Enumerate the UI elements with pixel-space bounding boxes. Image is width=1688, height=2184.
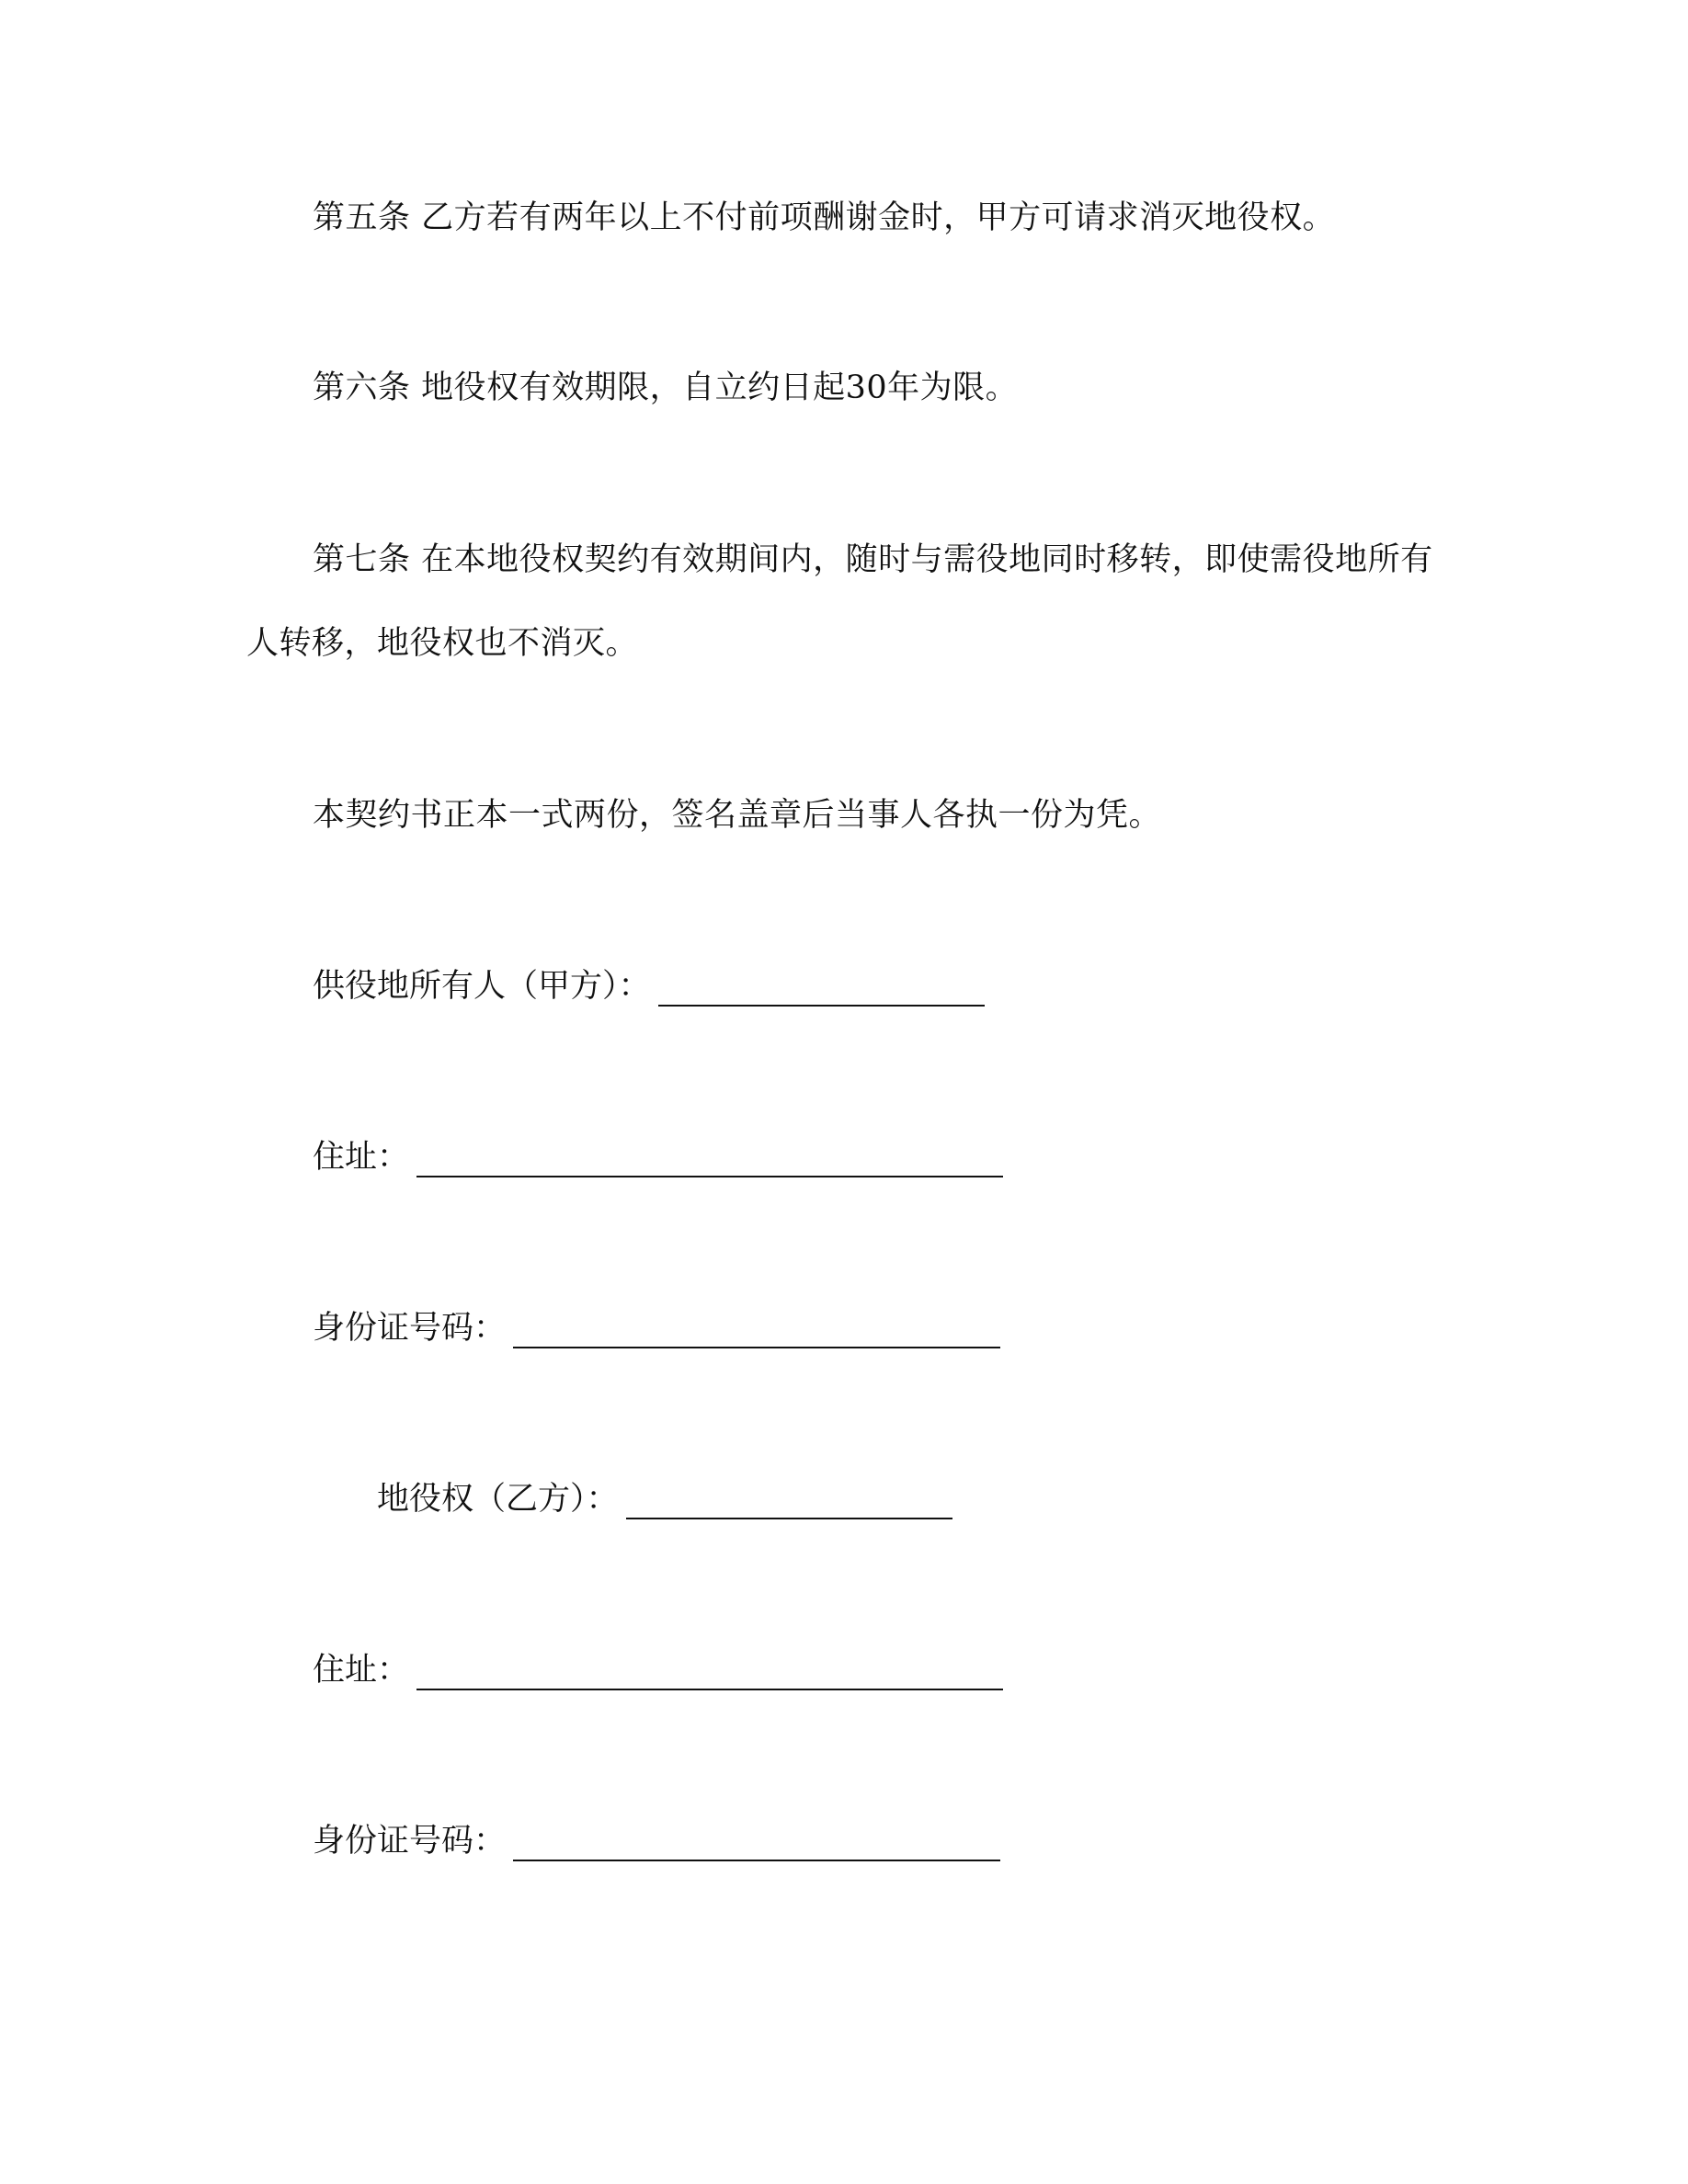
party-b-id-label: 身份证号码：: [313, 1823, 507, 1860]
party-a-id-blank[interactable]: [513, 1314, 1000, 1348]
party-a-address-field: [313, 1137, 1003, 1177]
party-b-owner-field: [377, 1479, 952, 1519]
party-b-address-field: [313, 1650, 1003, 1690]
party-a-owner-field: [313, 966, 985, 1007]
party-a-owner-blank[interactable]: [658, 972, 985, 1007]
article-7-line-2: 人转移，地役权也不消灭。: [246, 625, 639, 662]
party-b-address-label: 住址：: [313, 1652, 410, 1689]
party-a-address-label: 住址：: [313, 1139, 410, 1176]
article-7-line-1: 第七条 在本地役权契约有效期间内，随时与需役地同时移转，即使需役地所有: [313, 541, 1433, 578]
article-5: 第五条 乙方若有两年以上不付前项酬谢金时，甲方可请求消灭地役权。: [313, 199, 1336, 236]
party-a-owner-label: 供役地所有人（甲方）：: [313, 968, 651, 1005]
party-b-id-field: [313, 1821, 1000, 1861]
party-b-owner-blank[interactable]: [626, 1484, 952, 1519]
party-b-id-blank[interactable]: [513, 1826, 1000, 1861]
party-a-address-blank[interactable]: [416, 1143, 1003, 1177]
article-6: 第六条 地役权有效期限，自立约日起30年为限。: [313, 370, 1019, 406]
party-b-owner-label: 地役权（乙方）：: [377, 1481, 619, 1518]
party-a-id-label: 身份证号码：: [313, 1310, 507, 1347]
party-b-address-blank[interactable]: [416, 1655, 1003, 1690]
closing-statement: 本契约书正本一式两份，签名盖章后当事人各执一份为凭。: [313, 797, 1162, 834]
party-a-id-field: [313, 1308, 1000, 1348]
